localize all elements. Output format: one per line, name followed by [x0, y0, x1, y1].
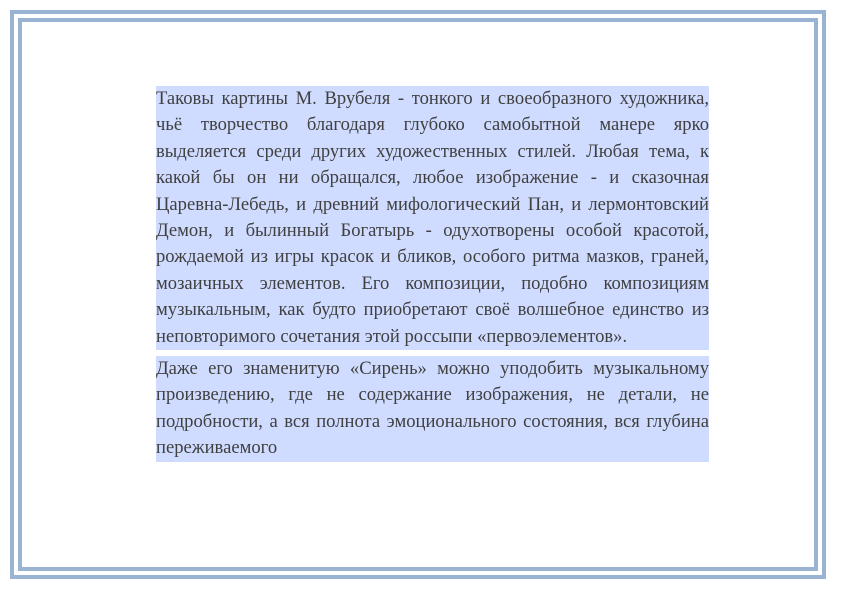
paragraph-2[interactable]: Даже его знаменитую «Сирень» можно уподобить музыкальному произведению, где не содержание изображения, не детали, не подробности, а вся полнота эмоционального состояния, вся глубина переживаемого	[156, 356, 709, 462]
selected-text-block[interactable]	[156, 86, 709, 516]
paragraph-1[interactable]: Таковы картины М. Врубеля - тонкого и своеобразного художника, чьё творчество благодаря глубоко самобытной манере ярко выделяется среди других художественных стилей. Любая тема, к какой бы он ни обращался, любое изображение - и сказочная Царевна-Лебедь, и древний мифологический Пан, и лермонтовский Демон, и былинный Богатырь - одухотворены особой красотой, рождаемой из игры красок и бликов, особого ритма мазков, граней, мозаичных элементов. Его композиции, подобно композициям музыкальным, как будто приобретают своё волшебное единство из неповторимого сочетания этой россыпи «первоэлементов».	[156, 86, 709, 350]
